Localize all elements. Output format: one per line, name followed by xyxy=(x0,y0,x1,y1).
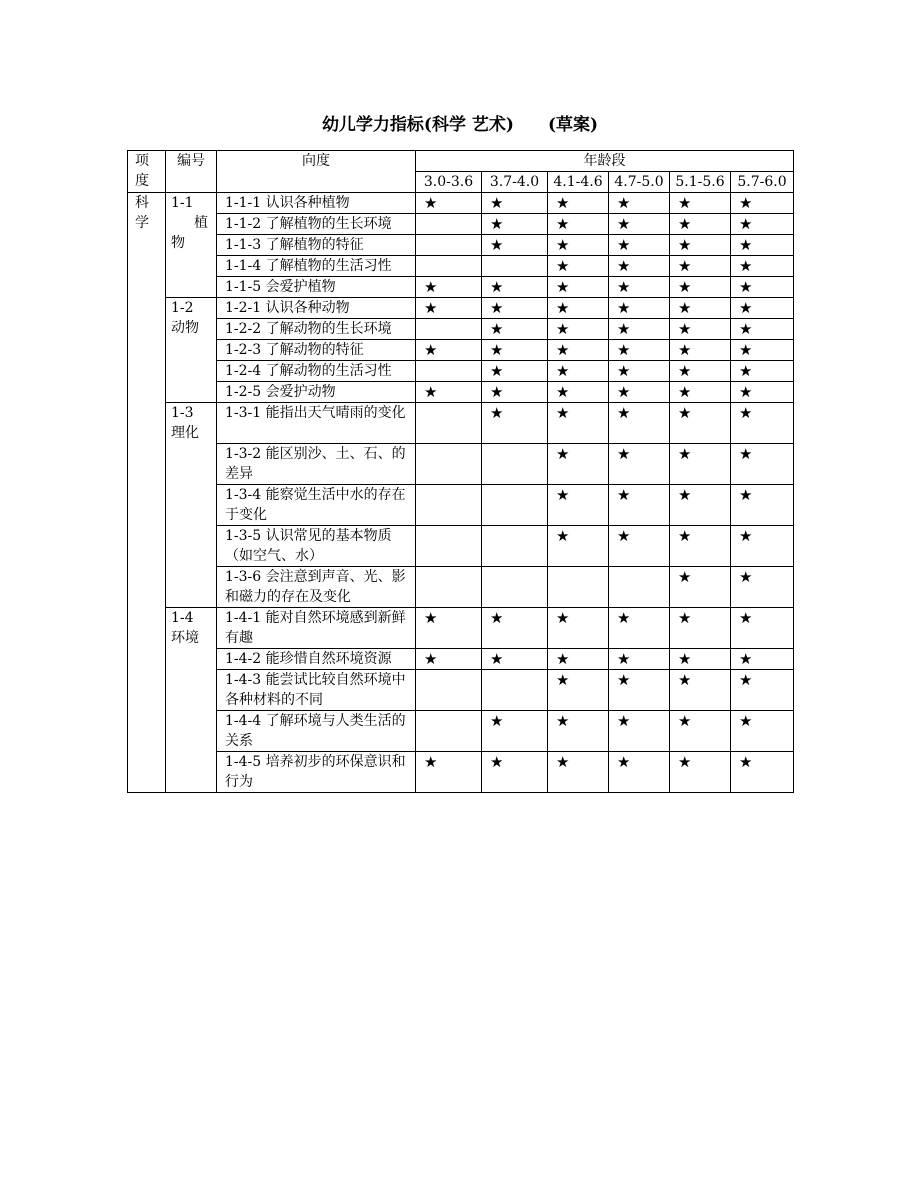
star-icon: ★ xyxy=(556,527,570,545)
star-icon: ★ xyxy=(490,320,504,338)
star-icon: ★ xyxy=(617,320,631,338)
group-code-line: 1-4 xyxy=(171,610,194,626)
star-icon: ★ xyxy=(556,236,570,254)
direction-item-cell: 1-2-4 了解动物的生活习性 xyxy=(217,361,416,382)
star-icon: ★ xyxy=(556,486,570,504)
direction-item-cell: 1-3-5 认识常见的基本物质（如空气、水） xyxy=(217,526,416,567)
star-icon: ★ xyxy=(556,404,570,422)
age-star-cell xyxy=(670,193,731,214)
age-star-cell xyxy=(482,214,548,235)
star-icon: ★ xyxy=(678,404,692,422)
header-age: 3.0-3.6 xyxy=(416,172,482,193)
age-star-cell xyxy=(670,649,731,670)
star-icon: ★ xyxy=(678,486,692,504)
age-star-cell xyxy=(548,193,609,214)
star-icon: ★ xyxy=(556,299,570,317)
age-star-cell xyxy=(609,670,670,711)
direction-item-cell: 1-3-4 能察觉生活中水的存在于变化 xyxy=(217,485,416,526)
star-icon: ★ xyxy=(556,320,570,338)
table-row xyxy=(128,340,794,361)
header-age: 4.7-5.0 xyxy=(609,172,670,193)
age-star-cell xyxy=(670,235,731,256)
age-star-cell xyxy=(416,649,482,670)
age-star-cell xyxy=(482,256,548,277)
age-star-cell xyxy=(731,361,794,382)
direction-item-cell: 1-4-2 能珍惜自然环境资源 xyxy=(217,649,416,670)
direction-item-cell: 1-4-4 了解环境与人类生活的关系 xyxy=(217,711,416,752)
age-star-cell xyxy=(670,403,731,444)
age-star-cell xyxy=(548,214,609,235)
age-star-cell xyxy=(482,444,548,485)
age-star-cell xyxy=(416,298,482,319)
star-icon: ★ xyxy=(678,320,692,338)
category-line: 学 xyxy=(135,215,149,231)
star-icon: ★ xyxy=(678,445,692,463)
age-star-cell xyxy=(548,752,609,793)
star-icon: ★ xyxy=(424,753,438,771)
age-star-cell xyxy=(482,361,548,382)
star-icon: ★ xyxy=(739,753,753,771)
star-icon: ★ xyxy=(490,362,504,380)
table-row xyxy=(128,361,794,382)
age-star-cell xyxy=(731,235,794,256)
age-star-cell xyxy=(731,298,794,319)
star-icon: ★ xyxy=(556,753,570,771)
age-star-cell xyxy=(670,277,731,298)
table-row xyxy=(128,214,794,235)
star-icon: ★ xyxy=(617,527,631,545)
age-star-cell xyxy=(609,711,670,752)
age-star-cell xyxy=(548,526,609,567)
star-icon: ★ xyxy=(678,568,692,586)
star-icon: ★ xyxy=(490,753,504,771)
age-star-cell xyxy=(609,298,670,319)
star-icon: ★ xyxy=(678,650,692,668)
age-star-cell xyxy=(482,711,548,752)
age-star-cell xyxy=(482,403,548,444)
star-icon: ★ xyxy=(617,194,631,212)
star-icon: ★ xyxy=(617,445,631,463)
age-star-cell xyxy=(548,444,609,485)
group-code-line: 1-1 xyxy=(171,195,194,211)
star-icon: ★ xyxy=(490,609,504,627)
age-star-cell xyxy=(731,711,794,752)
header-row-top xyxy=(128,151,794,172)
group-code-line: 1-2 xyxy=(171,300,194,316)
header-category-line: 项 xyxy=(135,153,149,169)
direction-item-cell: 1-2-2 了解动物的生长环境 xyxy=(217,319,416,340)
age-star-cell xyxy=(670,526,731,567)
direction-item-cell: 1-1-1 认识各种植物 xyxy=(217,193,416,214)
star-icon: ★ xyxy=(739,362,753,380)
star-icon: ★ xyxy=(490,278,504,296)
group-code-line: 物 xyxy=(171,235,185,251)
age-star-cell xyxy=(416,752,482,793)
star-icon: ★ xyxy=(490,404,504,422)
star-icon: ★ xyxy=(556,383,570,401)
star-icon: ★ xyxy=(617,278,631,296)
star-icon: ★ xyxy=(739,341,753,359)
direction-item-cell: 1-2-5 会爱护动物 xyxy=(217,382,416,403)
star-icon: ★ xyxy=(678,299,692,317)
age-star-cell xyxy=(548,340,609,361)
age-star-cell xyxy=(416,256,482,277)
direction-item-cell: 1-1-2 了解植物的生长环境 xyxy=(217,214,416,235)
star-icon: ★ xyxy=(490,299,504,317)
group-code-cell xyxy=(166,193,217,298)
star-icon: ★ xyxy=(678,671,692,689)
age-star-cell xyxy=(670,567,731,608)
age-star-cell xyxy=(609,444,670,485)
age-star-cell xyxy=(416,361,482,382)
star-icon: ★ xyxy=(678,236,692,254)
age-star-cell xyxy=(731,649,794,670)
age-star-cell xyxy=(416,567,482,608)
table-row xyxy=(128,670,794,711)
age-star-cell xyxy=(416,670,482,711)
age-star-cell xyxy=(731,277,794,298)
group-code-cell xyxy=(166,298,217,403)
star-icon: ★ xyxy=(490,236,504,254)
direction-item-cell: 1-4-3 能尝试比较自然环境中各种材料的不同 xyxy=(217,670,416,711)
header-age: 5.1-5.6 xyxy=(670,172,731,193)
age-star-cell xyxy=(482,319,548,340)
age-star-cell xyxy=(731,403,794,444)
star-icon: ★ xyxy=(490,383,504,401)
star-icon: ★ xyxy=(739,527,753,545)
star-icon: ★ xyxy=(556,194,570,212)
star-icon: ★ xyxy=(617,236,631,254)
star-icon: ★ xyxy=(424,341,438,359)
star-icon: ★ xyxy=(424,383,438,401)
star-icon: ★ xyxy=(739,278,753,296)
age-star-cell xyxy=(731,193,794,214)
age-star-cell xyxy=(609,340,670,361)
star-icon: ★ xyxy=(739,320,753,338)
direction-item-cell: 1-3-6 会注意到声音、光、影和磁力的存在及变化 xyxy=(217,567,416,608)
age-star-cell xyxy=(670,214,731,235)
header-age: 5.7-6.0 xyxy=(731,172,794,193)
age-star-cell xyxy=(416,214,482,235)
star-icon: ★ xyxy=(617,486,631,504)
table-body xyxy=(128,193,794,793)
star-icon: ★ xyxy=(739,215,753,233)
age-star-cell xyxy=(416,235,482,256)
age-star-cell xyxy=(482,670,548,711)
star-icon: ★ xyxy=(617,383,631,401)
star-icon: ★ xyxy=(556,215,570,233)
age-star-cell xyxy=(609,382,670,403)
age-star-cell xyxy=(416,340,482,361)
star-icon: ★ xyxy=(617,362,631,380)
category-line: 科 xyxy=(135,195,149,211)
age-star-cell xyxy=(670,608,731,649)
age-star-cell xyxy=(670,340,731,361)
age-star-cell xyxy=(731,752,794,793)
star-icon: ★ xyxy=(678,527,692,545)
table-row xyxy=(128,567,794,608)
header-age: 3.7-4.0 xyxy=(482,172,548,193)
age-star-cell xyxy=(416,382,482,403)
age-star-cell xyxy=(670,444,731,485)
age-star-cell xyxy=(731,319,794,340)
header-age: 4.1-4.6 xyxy=(548,172,609,193)
star-icon: ★ xyxy=(617,299,631,317)
table-row xyxy=(128,485,794,526)
age-star-cell xyxy=(731,214,794,235)
star-icon: ★ xyxy=(739,568,753,586)
star-icon: ★ xyxy=(678,341,692,359)
age-star-cell xyxy=(670,319,731,340)
star-icon: ★ xyxy=(617,712,631,730)
table-row xyxy=(128,319,794,340)
age-star-cell xyxy=(670,711,731,752)
age-star-cell xyxy=(609,485,670,526)
table-row xyxy=(128,711,794,752)
age-star-cell xyxy=(609,277,670,298)
star-icon: ★ xyxy=(739,486,753,504)
group-code-line: 1-3 xyxy=(171,405,194,421)
age-star-cell xyxy=(416,711,482,752)
star-icon: ★ xyxy=(556,671,570,689)
age-star-cell xyxy=(482,608,548,649)
age-star-cell xyxy=(482,298,548,319)
age-star-cell xyxy=(609,319,670,340)
group-code-cell xyxy=(166,608,217,793)
document-title xyxy=(0,110,920,135)
age-star-cell xyxy=(670,361,731,382)
star-icon: ★ xyxy=(739,383,753,401)
star-icon: ★ xyxy=(556,257,570,275)
age-star-cell xyxy=(670,485,731,526)
age-star-cell xyxy=(609,649,670,670)
age-star-cell xyxy=(609,361,670,382)
star-icon: ★ xyxy=(678,712,692,730)
star-icon: ★ xyxy=(490,194,504,212)
age-star-cell xyxy=(548,298,609,319)
star-icon: ★ xyxy=(490,650,504,668)
age-star-cell xyxy=(731,567,794,608)
star-icon: ★ xyxy=(617,671,631,689)
direction-item-cell: 1-3-2 能区别沙、土、石、的差异 xyxy=(217,444,416,485)
age-star-cell xyxy=(416,319,482,340)
age-star-cell xyxy=(609,256,670,277)
age-star-cell xyxy=(731,340,794,361)
age-star-cell xyxy=(609,526,670,567)
header-age-group: 年龄段 xyxy=(416,151,794,172)
age-star-cell xyxy=(731,256,794,277)
age-star-cell xyxy=(731,670,794,711)
star-icon: ★ xyxy=(739,404,753,422)
age-star-cell xyxy=(482,193,548,214)
age-star-cell xyxy=(670,256,731,277)
star-icon: ★ xyxy=(739,194,753,212)
table-row xyxy=(128,526,794,567)
direction-item-cell: 1-2-1 认识各种动物 xyxy=(217,298,416,319)
star-icon: ★ xyxy=(617,341,631,359)
age-star-cell xyxy=(670,670,731,711)
age-star-cell xyxy=(609,193,670,214)
star-icon: ★ xyxy=(739,445,753,463)
star-icon: ★ xyxy=(617,609,631,627)
star-icon: ★ xyxy=(739,236,753,254)
star-icon: ★ xyxy=(490,215,504,233)
age-star-cell xyxy=(548,319,609,340)
age-star-cell xyxy=(731,608,794,649)
star-icon: ★ xyxy=(678,362,692,380)
age-star-cell xyxy=(416,526,482,567)
star-icon: ★ xyxy=(739,712,753,730)
direction-item-cell: 1-1-4 了解植物的生活习性 xyxy=(217,256,416,277)
direction-item-cell: 1-3-1 能指出天气晴雨的变化 xyxy=(217,403,416,444)
indicator-table xyxy=(127,150,794,793)
direction-item-cell: 1-4-1 能对自然环境感到新鲜有趣 xyxy=(217,608,416,649)
star-icon: ★ xyxy=(678,753,692,771)
age-star-cell xyxy=(416,277,482,298)
age-star-cell xyxy=(609,235,670,256)
star-icon: ★ xyxy=(617,753,631,771)
age-star-cell xyxy=(482,649,548,670)
age-star-cell xyxy=(548,382,609,403)
group-code-line: 植 xyxy=(194,215,208,231)
age-star-cell xyxy=(609,608,670,649)
star-icon: ★ xyxy=(556,278,570,296)
table-row xyxy=(128,403,794,444)
group-code-line: 理化 xyxy=(171,425,199,441)
age-star-cell xyxy=(482,382,548,403)
age-star-cell xyxy=(482,485,548,526)
age-star-cell xyxy=(548,277,609,298)
star-icon: ★ xyxy=(617,215,631,233)
age-star-cell xyxy=(609,214,670,235)
age-star-cell xyxy=(731,382,794,403)
star-icon: ★ xyxy=(678,383,692,401)
age-star-cell xyxy=(609,752,670,793)
age-star-cell xyxy=(482,567,548,608)
star-icon: ★ xyxy=(556,362,570,380)
star-icon: ★ xyxy=(739,609,753,627)
age-star-cell xyxy=(548,670,609,711)
age-star-cell xyxy=(609,567,670,608)
star-icon: ★ xyxy=(739,299,753,317)
age-star-cell xyxy=(548,649,609,670)
age-star-cell xyxy=(548,608,609,649)
star-icon: ★ xyxy=(678,609,692,627)
title-main: 幼儿学力指标(科学 艺术) xyxy=(321,115,514,135)
age-star-cell xyxy=(482,235,548,256)
age-star-cell xyxy=(416,485,482,526)
age-star-cell xyxy=(482,277,548,298)
star-icon: ★ xyxy=(424,194,438,212)
table-row xyxy=(128,752,794,793)
age-star-cell xyxy=(416,608,482,649)
age-star-cell xyxy=(548,403,609,444)
star-icon: ★ xyxy=(556,712,570,730)
age-star-cell xyxy=(731,444,794,485)
age-star-cell xyxy=(609,403,670,444)
age-star-cell xyxy=(482,340,548,361)
star-icon: ★ xyxy=(739,650,753,668)
star-icon: ★ xyxy=(556,650,570,668)
table-row xyxy=(128,444,794,485)
age-star-cell xyxy=(731,526,794,567)
age-star-cell xyxy=(548,361,609,382)
age-star-cell xyxy=(416,193,482,214)
direction-item-cell: 1-2-3 了解动物的特征 xyxy=(217,340,416,361)
star-icon: ★ xyxy=(424,609,438,627)
age-star-cell xyxy=(731,485,794,526)
star-icon: ★ xyxy=(556,341,570,359)
group-code-line: 环境 xyxy=(171,630,199,646)
table-row xyxy=(128,235,794,256)
star-icon: ★ xyxy=(739,257,753,275)
direction-item-cell: 1-1-3 了解植物的特征 xyxy=(217,235,416,256)
group-code-line: 动物 xyxy=(171,320,199,336)
age-star-cell xyxy=(482,752,548,793)
age-star-cell xyxy=(416,403,482,444)
star-icon: ★ xyxy=(678,278,692,296)
header-code: 编号 xyxy=(166,151,217,193)
table-row xyxy=(128,298,794,319)
title-note: (草案) xyxy=(547,115,599,135)
star-icon: ★ xyxy=(424,278,438,296)
table-row xyxy=(128,608,794,649)
table-row xyxy=(128,256,794,277)
star-icon: ★ xyxy=(556,609,570,627)
table-row xyxy=(128,649,794,670)
age-star-cell xyxy=(670,382,731,403)
star-icon: ★ xyxy=(678,194,692,212)
table-row xyxy=(128,277,794,298)
star-icon: ★ xyxy=(424,299,438,317)
star-icon: ★ xyxy=(490,712,504,730)
age-star-cell xyxy=(482,526,548,567)
category-cell xyxy=(128,193,166,793)
age-star-cell xyxy=(548,711,609,752)
star-icon: ★ xyxy=(424,650,438,668)
star-icon: ★ xyxy=(556,445,570,463)
table-row xyxy=(128,382,794,403)
age-star-cell xyxy=(548,485,609,526)
group-code-cell xyxy=(166,403,217,608)
star-icon: ★ xyxy=(490,341,504,359)
star-icon: ★ xyxy=(617,650,631,668)
star-icon: ★ xyxy=(739,671,753,689)
star-icon: ★ xyxy=(678,215,692,233)
header-category xyxy=(128,151,166,193)
star-icon: ★ xyxy=(617,404,631,422)
age-star-cell xyxy=(548,235,609,256)
age-star-cell xyxy=(670,298,731,319)
direction-item-cell: 1-4-5 培养初步的环保意识和行为 xyxy=(217,752,416,793)
age-star-cell xyxy=(670,752,731,793)
star-icon: ★ xyxy=(617,257,631,275)
header-category-line: 度 xyxy=(135,173,149,189)
table-row xyxy=(128,193,794,214)
age-star-cell xyxy=(416,444,482,485)
star-icon: ★ xyxy=(678,257,692,275)
direction-item-cell: 1-1-5 会爱护植物 xyxy=(217,277,416,298)
age-star-cell xyxy=(548,567,609,608)
header-direction: 向度 xyxy=(217,151,416,193)
age-star-cell xyxy=(548,256,609,277)
